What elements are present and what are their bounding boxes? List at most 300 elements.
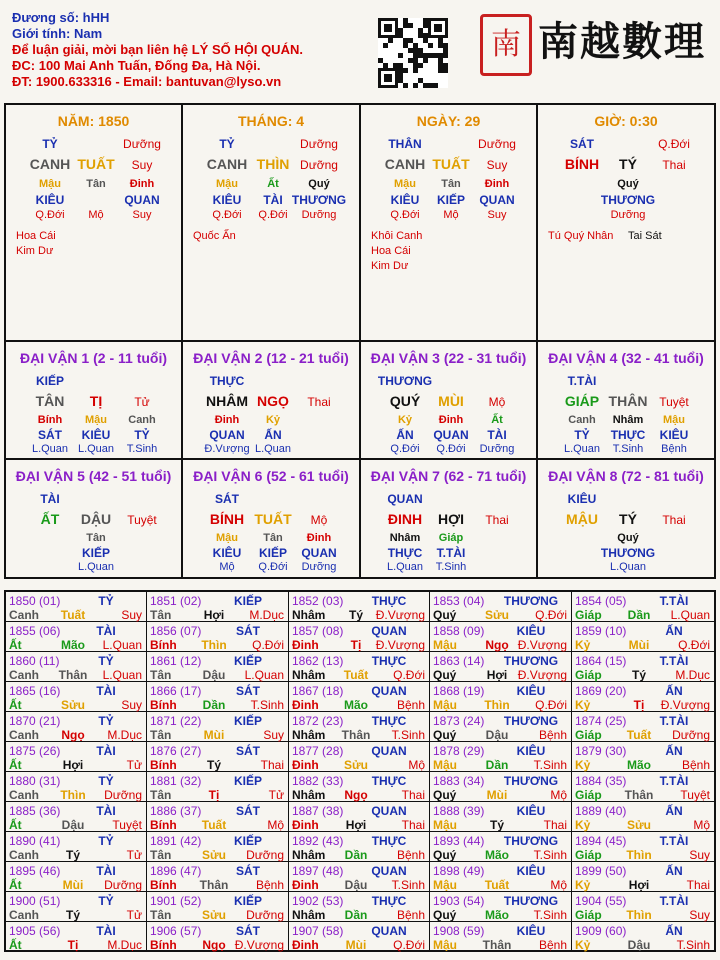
year-can: Tân	[150, 608, 172, 622]
year-state: Đ.Vượng	[660, 698, 710, 712]
dai-van-can: ẤT	[40, 511, 60, 527]
qr-module	[418, 63, 423, 68]
year-can: Ất	[9, 638, 22, 652]
year-cell	[147, 622, 289, 652]
year-chi: Tý	[489, 818, 504, 832]
dai-van-can: NHÂM	[206, 393, 248, 409]
year-state: M.Dục	[675, 668, 710, 682]
dai-van-chi: NGỌ	[257, 393, 289, 409]
year-thap-than: ẤN	[665, 804, 683, 818]
qr-module	[408, 58, 413, 63]
year-state: T.Sinh	[391, 878, 425, 892]
dai-van-thap-than: QUAN	[387, 492, 423, 506]
year-thap-than: THỰC	[371, 834, 407, 848]
year-label: 1881 (32)	[150, 774, 202, 788]
hidden-can: Kỷ	[397, 414, 413, 426]
qr-module	[413, 48, 418, 53]
year-label: 1875 (26)	[9, 744, 61, 758]
year-can: Canh	[9, 668, 39, 682]
year-chi: Ngọ	[485, 638, 509, 652]
hidden-god: KIÊU	[659, 428, 689, 442]
hidden-state: Mộ	[219, 561, 235, 573]
year-state: Đ.Vượng	[375, 608, 425, 622]
year-can: Nhâm	[292, 788, 326, 802]
pillar-can: CANH	[384, 156, 426, 172]
year-cell	[147, 652, 289, 682]
year-cell	[289, 652, 430, 682]
qr-module	[443, 43, 448, 48]
dai-van-thap-than: SÁT	[215, 492, 239, 506]
hidden-god: KIẾP	[81, 546, 110, 560]
year-can: Tân	[150, 788, 172, 802]
hidden-god: ẤN	[396, 428, 414, 442]
year-state: M.Dục	[249, 608, 284, 622]
year-state: Q.Đới	[535, 698, 567, 712]
year-chi: Tị	[350, 638, 362, 652]
year-cell	[572, 862, 714, 892]
phone-email: ĐT: 1900.633316 - Email: bantuvan@lyso.vn	[12, 74, 282, 89]
year-can: Bính	[150, 758, 177, 772]
qr-module	[443, 53, 448, 58]
year-label: 1901 (52)	[150, 894, 202, 908]
hidden-state: L.Quan	[77, 561, 115, 573]
year-chi: Mão	[627, 758, 651, 772]
pillar-chi: TÝ	[619, 156, 637, 172]
dai-van-title: ĐẠI VẬN 4 (32 - 41 tuổi)	[548, 350, 704, 366]
hidden-god: SÁT	[38, 428, 62, 442]
year-chi: Dần	[627, 608, 651, 622]
year-thap-than: TÀI	[96, 864, 116, 878]
qr-finder	[434, 24, 442, 32]
year-label: 1868 (19)	[433, 684, 485, 698]
year-thap-than: QUAN	[371, 924, 407, 938]
pillar-thap-than: SÁT	[570, 137, 594, 151]
year-cell	[6, 772, 147, 802]
year-label: 1883 (34)	[433, 774, 485, 788]
year-chi: Thìn	[60, 788, 86, 802]
year-label: 1862 (13)	[292, 654, 344, 668]
year-thap-than: THỰC	[371, 714, 407, 728]
year-state: Bệnh	[396, 908, 425, 922]
year-cell	[289, 772, 430, 802]
hidden-god: KIẾP	[436, 193, 465, 207]
year-state: Suy	[689, 848, 710, 862]
year-can: Bính	[150, 938, 177, 952]
year-can: Ất	[9, 818, 22, 832]
hidden-god: KIÊU	[390, 193, 420, 207]
year-label: 1899 (50)	[575, 864, 627, 878]
pillar-chi-state: Suy	[131, 158, 153, 172]
hidden-state: L.Quan	[254, 443, 292, 455]
qr-module	[423, 18, 428, 23]
hidden-can: Mậu	[39, 178, 61, 190]
year-state: M.Dục	[107, 728, 142, 742]
chart-grid	[4, 103, 716, 579]
qr-module	[428, 83, 433, 88]
pillar-title: THÁNG: 4	[237, 113, 305, 129]
hidden-can: Nhâm	[389, 532, 421, 544]
year-chi: Dậu	[627, 938, 651, 952]
year-label: 1908 (59)	[433, 924, 485, 938]
year-cell	[572, 772, 714, 802]
year-can: Canh	[9, 728, 39, 742]
year-can: Kỷ	[575, 938, 591, 952]
year-thap-than: T.TÀI	[659, 654, 689, 668]
year-state: L.Quan	[102, 638, 142, 652]
year-label: 1856 (07)	[150, 624, 202, 638]
hidden-can: Quý	[308, 178, 330, 190]
year-label: 1895 (46)	[9, 864, 61, 878]
year-label: 1865 (16)	[9, 684, 61, 698]
year-state: Q.Đới	[393, 938, 425, 952]
year-cell	[289, 622, 430, 652]
qr-module	[423, 23, 428, 28]
pillar-note: Hoa Cái	[16, 230, 56, 242]
year-cell	[289, 592, 430, 622]
year-state: Thai	[543, 818, 567, 832]
year-cell	[572, 922, 714, 952]
year-cell	[289, 832, 430, 862]
year-label: 1852 (03)	[292, 594, 344, 608]
pillar-truong-sinh: Dưỡng	[300, 137, 338, 151]
hidden-can: Mậu	[216, 178, 238, 190]
qr-module	[388, 38, 393, 43]
year-cell	[430, 742, 572, 772]
hidden-state: Q.Đới	[390, 443, 420, 455]
year-can: Tân	[150, 908, 172, 922]
dai-van-thap-than: THỰC	[209, 374, 245, 388]
year-state: Q.Đới	[535, 608, 567, 622]
hidden-god: ẤN	[264, 428, 282, 442]
year-thap-than: ẤN	[665, 684, 683, 698]
year-state: Mộ	[267, 818, 284, 832]
year-cell	[430, 772, 572, 802]
dai-van-title: ĐẠI VẬN 1 (2 - 11 tuổi)	[19, 350, 168, 366]
year-cell	[6, 862, 147, 892]
pillar-chi-state: Dưỡng	[300, 158, 338, 172]
year-can: Quý	[433, 788, 457, 802]
year-chi: Thân	[199, 878, 229, 892]
pillar-title: GIỜ: 0:30	[594, 113, 658, 129]
year-label: 1854 (05)	[575, 594, 627, 608]
year-chi: Sửu	[626, 818, 652, 832]
year-state: Bệnh	[538, 728, 567, 742]
year-chi: Mão	[485, 848, 509, 862]
qr-module	[408, 48, 413, 53]
dai-van-chi: DẬU	[80, 511, 112, 527]
year-label: 1889 (40)	[575, 804, 627, 818]
hidden-can: Canh	[128, 414, 156, 426]
year-state: Thai	[260, 758, 284, 772]
pillar-thap-than: THÂN	[388, 137, 422, 151]
year-label: 1887 (38)	[292, 804, 344, 818]
year-cell	[430, 622, 572, 652]
year-state: Dưỡng	[104, 878, 142, 892]
year-cell	[430, 892, 572, 922]
dai-van-chi: MÙI	[438, 393, 464, 409]
year-chi: Ngọ	[61, 728, 85, 742]
hidden-state: Dưỡng	[610, 209, 646, 221]
hidden-god: THỰC	[387, 546, 423, 560]
year-thap-than: SÁT	[236, 864, 260, 878]
year-state: Đ.Vượng	[517, 668, 567, 682]
qr-module	[413, 43, 418, 48]
year-can: Canh	[9, 848, 39, 862]
dai-van-can: QUÝ	[389, 393, 421, 409]
pillar-chi-state: Suy	[486, 158, 508, 172]
year-state: Bệnh	[681, 758, 710, 772]
dai-van-thap-than: TÀI	[40, 492, 60, 506]
year-cell	[430, 652, 572, 682]
year-can: Quý	[433, 908, 457, 922]
year-state: Q.Đới	[393, 668, 425, 682]
pillar-truong-sinh: Q.Đới	[658, 137, 690, 151]
qr-module	[413, 58, 418, 63]
pillar-cell	[183, 105, 361, 342]
qr-module	[438, 53, 443, 58]
year-thap-than: THỰC	[371, 594, 407, 608]
year-can: Tân	[150, 848, 172, 862]
year-chi: Dần	[344, 848, 368, 862]
year-cell	[430, 802, 572, 832]
year-can: Kỷ	[575, 818, 591, 832]
year-thap-than: SÁT	[236, 744, 260, 758]
year-chi: Mùi	[486, 788, 508, 802]
year-chi: Dần	[202, 698, 226, 712]
qr-module	[418, 48, 423, 53]
year-can: Đinh	[292, 698, 319, 712]
year-thap-than: KIẾP	[233, 714, 262, 728]
year-thap-than: ẤN	[665, 924, 683, 938]
pillar-can: CANH	[206, 156, 248, 172]
year-label: 1871 (22)	[150, 714, 202, 728]
year-thap-than: QUAN	[371, 684, 407, 698]
year-thap-than: KIÊU	[516, 804, 546, 818]
year-state: Dưỡng	[246, 908, 284, 922]
year-thap-than: QUAN	[371, 624, 407, 638]
year-label: 1870 (21)	[9, 714, 61, 728]
year-chi: Thìn	[626, 848, 652, 862]
year-chi: Thìn	[484, 698, 510, 712]
year-thap-than: TÀI	[96, 804, 116, 818]
hidden-god: QUAN	[301, 546, 337, 560]
year-cell	[430, 922, 572, 952]
year-state: T.Sinh	[391, 728, 425, 742]
dai-van-can: MẬU	[566, 511, 598, 527]
year-chi: Tý	[631, 668, 646, 682]
year-can: Canh	[9, 608, 39, 622]
year-chi: Sửu	[484, 608, 510, 622]
year-state: Mộ	[693, 818, 710, 832]
hidden-state: Đ.Vượng	[204, 443, 250, 455]
year-can: Giáp	[575, 608, 602, 622]
hidden-can: Bính	[37, 414, 63, 426]
owner-name: Đương số: hHH	[12, 10, 110, 25]
year-state: Thai	[686, 878, 710, 892]
qr-module	[418, 28, 423, 33]
hidden-can: Tân	[263, 532, 283, 544]
hidden-god: TỶ	[574, 428, 590, 442]
year-thap-than: THƯƠNG	[503, 834, 559, 848]
year-can: Đinh	[292, 878, 319, 892]
year-thap-than: KIẾP	[233, 774, 262, 788]
dai-van-chi-state: Thai	[307, 395, 331, 409]
year-chi: Dậu	[344, 878, 368, 892]
year-cell	[572, 682, 714, 712]
year-chi: Thân	[58, 668, 88, 682]
hidden-can: Mậu	[394, 178, 416, 190]
year-thap-than: TÀI	[96, 624, 116, 638]
year-cell	[147, 802, 289, 832]
year-cell	[430, 862, 572, 892]
pillar-can: BÍNH	[564, 156, 600, 172]
pillar-note: Kim Dư	[371, 260, 409, 272]
year-chi: Mùi	[345, 938, 367, 952]
year-label: 1897 (48)	[292, 864, 344, 878]
year-state: Dưỡng	[104, 788, 142, 802]
year-thap-than: T.TÀI	[659, 594, 689, 608]
year-cell	[289, 922, 430, 952]
hidden-can: Đinh	[214, 414, 240, 426]
pillar-cell	[361, 105, 538, 342]
qr-module	[423, 83, 428, 88]
year-label: 1905 (56)	[9, 924, 61, 938]
hidden-state: Q.Đới	[390, 209, 420, 221]
qr-module	[403, 83, 408, 88]
year-state: T.Sinh	[533, 848, 567, 862]
dai-van-chi: TỊ	[89, 393, 103, 409]
year-chi: Sửu	[201, 908, 227, 922]
dai-van-title: ĐẠI VẬN 8 (72 - 81 tuổi)	[548, 468, 704, 484]
year-label: 1894 (45)	[575, 834, 627, 848]
year-cell	[572, 802, 714, 832]
year-can: Canh	[9, 908, 39, 922]
year-thap-than: TÀI	[96, 924, 116, 938]
year-thap-than: THƯƠNG	[503, 774, 559, 788]
gender: Giới tính: Nam	[12, 26, 103, 41]
hidden-state: Mộ	[443, 209, 459, 221]
year-can: Đinh	[292, 758, 319, 772]
pillar-note: Tú Quý Nhân	[548, 230, 614, 242]
hidden-can: Mậu	[216, 532, 238, 544]
year-chi: Mão	[344, 698, 368, 712]
year-state: Đ.Vượng	[517, 638, 567, 652]
qr-module	[413, 83, 418, 88]
hidden-state: T.Sinh	[435, 561, 467, 573]
dai-van-chi-state: Tuyệt	[659, 395, 689, 409]
year-thap-than: KIÊU	[516, 684, 546, 698]
year-thap-than: THỰC	[371, 894, 407, 908]
qr-module	[408, 38, 413, 43]
dai-van-thap-than: KIẾP	[35, 374, 64, 388]
qr-module	[393, 63, 398, 68]
year-thap-than: KIẾP	[233, 594, 262, 608]
pillar-title: NĂM: 1850	[57, 113, 130, 129]
pillar-chi: TUẤT	[77, 156, 115, 172]
year-cell	[430, 832, 572, 862]
dai-van-chi-state: Mộ	[310, 513, 328, 527]
pillar-truong-sinh: Dưỡng	[123, 137, 161, 151]
hidden-state: Dưỡng	[301, 209, 337, 221]
year-state: L.Quan	[244, 668, 284, 682]
hidden-can: Ất	[267, 178, 279, 190]
year-chi: Hợi	[345, 818, 367, 832]
year-chi: Dậu	[61, 818, 85, 832]
year-can: Ất	[9, 698, 22, 712]
year-thap-than: TỶ	[98, 654, 114, 668]
year-cell	[430, 592, 572, 622]
year-state: Thai	[401, 818, 425, 832]
year-state: Mộ	[408, 758, 425, 772]
year-thap-than: KIẾP	[233, 654, 262, 668]
dai-van-cell	[538, 342, 714, 460]
year-cell	[147, 592, 289, 622]
year-chi: Ngọ	[202, 938, 226, 952]
year-can: Giáp	[575, 728, 602, 742]
year-state: Đ.Vượng	[375, 638, 425, 652]
qr-module	[398, 68, 403, 73]
year-label: 1896 (47)	[150, 864, 202, 878]
hidden-god: TÀI	[263, 193, 283, 207]
hidden-can: Mậu	[663, 414, 685, 426]
year-can: Quý	[433, 848, 457, 862]
dai-van-chi-state: Tuyệt	[127, 513, 157, 527]
qr-module	[383, 63, 388, 68]
year-cell	[147, 712, 289, 742]
pillar-truong-sinh: Dưỡng	[478, 137, 516, 151]
year-can: Ất	[9, 938, 22, 952]
year-chi: Hợi	[486, 668, 508, 682]
year-chi: Tý	[206, 758, 221, 772]
hidden-state: L.Quan	[31, 443, 69, 455]
hidden-god: TỶ	[134, 428, 150, 442]
year-state: Suy	[121, 608, 142, 622]
year-cell	[147, 862, 289, 892]
year-can: Mậu	[433, 698, 457, 712]
pillar-cell	[538, 105, 714, 342]
year-thap-than: KIẾP	[233, 834, 262, 848]
year-label: 1860 (11)	[9, 654, 60, 668]
qr-module	[418, 53, 423, 58]
hidden-can: Tân	[86, 178, 106, 190]
year-can: Đinh	[292, 638, 319, 652]
qr-module	[438, 68, 443, 73]
year-can: Tân	[150, 728, 172, 742]
qr-module	[403, 68, 408, 73]
dai-van-chi-state: Mộ	[488, 395, 506, 409]
year-cell	[572, 652, 714, 682]
year-label: 1904 (55)	[575, 894, 627, 908]
year-label: 1879 (30)	[575, 744, 627, 758]
year-chi: Mùi	[203, 728, 225, 742]
hidden-state: Suy	[132, 209, 152, 221]
year-state: Tử	[126, 848, 142, 862]
year-cell	[147, 742, 289, 772]
year-can: Giáp	[575, 908, 602, 922]
year-can: Bính	[150, 698, 177, 712]
qr-module	[413, 53, 418, 58]
year-can: Bính	[150, 878, 177, 892]
year-chi: Hợi	[203, 608, 225, 622]
qr-module	[418, 33, 423, 38]
year-thap-than: THƯƠNG	[503, 594, 559, 608]
year-label: 1861 (12)	[150, 654, 202, 668]
year-can: Mậu	[433, 818, 457, 832]
qr-module	[383, 43, 388, 48]
year-label: 1878 (29)	[433, 744, 485, 758]
hidden-state: Dưỡng	[479, 443, 515, 455]
hidden-can: Nhâm	[612, 414, 644, 426]
